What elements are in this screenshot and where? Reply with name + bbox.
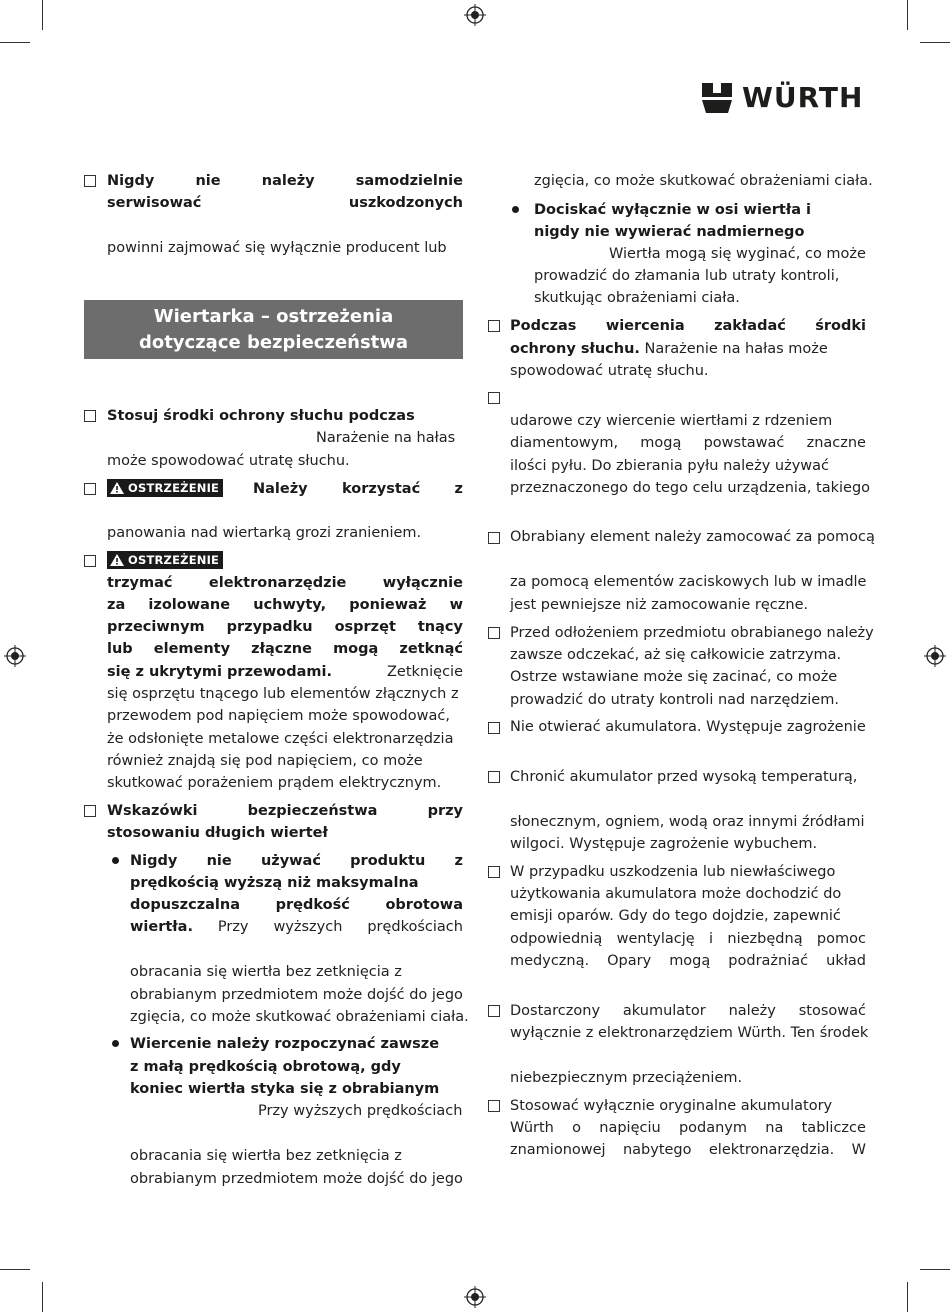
checkbox-icon — [488, 1100, 500, 1112]
text-line: Wiercenie należy rozpoczynać zawsze — [130, 1036, 440, 1052]
text-line: Przy wyższych prędkościach — [258, 1103, 463, 1119]
text-line: Dociskać wyłącznie w osi wiertła i — [534, 202, 812, 218]
checkbox-icon — [84, 483, 96, 495]
checkbox-icon — [84, 175, 96, 187]
text-line: W przypadku uszkodzenia lub niewłaściwego — [510, 864, 836, 880]
text-line: obracania się wiertła bez zetknięcia z — [130, 964, 402, 980]
warning-badge: OSTRZEŻENIE — [107, 479, 223, 497]
section-heading: Wiertarka – ostrzeżenia dotyczące bezpieczeństwa — [84, 300, 463, 359]
warning-badge: OSTRZEŻENIE — [107, 551, 223, 569]
text-line: wilgoci. Występuje zagrożenie wybuchem. — [510, 836, 818, 852]
warning-triangle-icon — [110, 482, 124, 494]
text-line: Należy korzystać z — [253, 481, 463, 497]
text-line: z małą prędkością obrotową, gdy — [130, 1059, 401, 1075]
registration-mark-icon — [464, 1286, 486, 1308]
text-line: koniec wiertła styka się z obrabianym — [130, 1081, 440, 1097]
text-line: przeznaczonego do tego celu urządzenia, takiego — [510, 480, 871, 496]
text-line: Podczas wiercenia zakładać środki — [510, 318, 866, 334]
text-line: odpowiednią wentylację i niezbędną pomoc — [510, 931, 866, 947]
checkbox-icon — [488, 392, 500, 404]
checkbox-icon — [84, 555, 96, 567]
text-line: Ostrze wstawiane może się zacinać, co może — [510, 669, 838, 685]
brand-name: WÜRTH — [742, 81, 864, 114]
text-line: Stosować wyłącznie oryginalne akumulatory — [510, 1098, 833, 1114]
checkbox-icon — [488, 1005, 500, 1017]
text-line: Würth o napięciu podanym na tabliczce — [510, 1120, 866, 1136]
text-line: że odsłonięte metalowe części elektronarzędzia — [107, 731, 454, 747]
text-line: Nigdy nie należy samodzielnie — [107, 173, 463, 189]
text-line: powinni zajmować się wyłącznie producent lub — [107, 240, 447, 256]
text-line: diamentowym, mogą powstawać znaczne — [510, 435, 866, 451]
wurth-logo-icon — [700, 81, 734, 115]
text-line: emisji oparów. Gdy do tego dojdzie, zapewnić — [510, 908, 841, 924]
registration-mark-icon — [4, 645, 26, 667]
text-line: Wskazówki bezpieczeństwa przy — [107, 803, 463, 819]
text-line: za izolowane uchwyty, ponieważ w — [107, 597, 463, 613]
text-line: serwisować uszkodzonych — [107, 195, 463, 211]
text-line: jest pewniejsze niż zamocowanie ręczne. — [510, 597, 809, 613]
crop-mark — [42, 0, 43, 30]
text-line: prowadzić do złamania lub utraty kontroli, — [534, 268, 840, 284]
text-line: zgięcia, co może skutkować obrażeniami ciała. — [130, 1009, 469, 1025]
crop-mark — [907, 0, 908, 30]
bullet-icon — [112, 857, 119, 864]
crop-mark — [920, 1269, 950, 1270]
text-line: również znajdą się pod napięciem, co może — [107, 753, 423, 769]
text-line: Narażenie na hałas — [316, 430, 456, 446]
checkbox-icon — [488, 771, 500, 783]
checkbox-icon — [488, 722, 500, 734]
crop-mark — [920, 42, 950, 43]
text-line: Dostarczony akumulator należy stosować — [510, 1003, 866, 1019]
text-line: zgięcia, co może skutkować obrażeniami ciała. — [534, 173, 873, 189]
checkbox-icon — [84, 410, 96, 422]
text-line: stosowaniu długich wierteł — [107, 825, 328, 841]
checkbox-icon — [488, 627, 500, 639]
text-line: panowania nad wiertarką grozi zranieniem. — [107, 525, 422, 541]
text-line: trzymać elektronarzędzie wyłącznie — [107, 575, 463, 591]
text-line: skutkować porażeniem prądem elektrycznym. — [107, 775, 442, 791]
text-line: obracania się wiertła bez zetknięcia z — [130, 1148, 402, 1164]
crop-mark — [0, 42, 30, 43]
text-line: Nigdy nie używać produktu z — [130, 853, 463, 869]
text-line: wyłącznie z elektronarzędziem Würth. Ten środek — [510, 1025, 869, 1041]
text-line: może spowodować utratę słuchu. — [107, 453, 350, 469]
text-line: Nie otwierać akumulatora. Występuje zagrożenie — [510, 719, 866, 735]
registration-mark-icon — [924, 645, 946, 667]
text-line: obrabianym przedmiotem może dojść do jego — [130, 987, 463, 1003]
text-line: spowodować utratę słuchu. — [510, 363, 709, 379]
checkbox-icon — [84, 805, 96, 817]
text-line: obrabianym przedmiotem może dojść do jego — [130, 1171, 463, 1187]
text-line: użytkowania akumulatora może dochodzić do — [510, 886, 842, 902]
text-line: dopuszczalna prędkość obrotowa — [130, 897, 463, 913]
crop-mark — [42, 1282, 43, 1312]
checkbox-icon — [488, 532, 500, 544]
text-line: skutkując obrażeniami ciała. — [534, 290, 740, 306]
text-line: znamionowej nabytego elektronarzędzia. W — [510, 1142, 866, 1158]
text-line: nigdy nie wywierać nadmiernego — [534, 224, 805, 240]
bullet-icon — [512, 206, 519, 213]
crop-mark — [907, 1282, 908, 1312]
text-line: Wiertła mogą się wyginać, co może — [609, 246, 866, 262]
text-line: medyczną. Opary mogą podrażniać układ — [510, 953, 866, 969]
text-line: ochrony słuchu. Narażenie na hałas może — [510, 341, 828, 357]
text-line: słonecznym, ogniem, wodą oraz innymi źródłami — [510, 814, 865, 830]
text-line: Obrabiany element należy zamocować za pomocą — [510, 529, 875, 545]
text-line: wiertła. Przy wyższych prędkościach — [130, 919, 463, 935]
text-line: Przed odłożeniem przedmiotu obrabianego należy — [510, 625, 874, 641]
text-line: udarowe czy wiercenie wiertłami z rdzeniem — [510, 413, 833, 429]
text-line: się z ukrytymi przewodami. Zetknięcie — [107, 664, 463, 680]
text-line: prędkością wyższą niż maksymalna — [130, 875, 419, 891]
text-line: Stosuj środki ochrony słuchu podczas — [107, 408, 415, 424]
text-line: prowadzić do utraty kontroli nad narzędziem. — [510, 692, 839, 708]
text-line: niebezpiecznym przeciążeniem. — [510, 1070, 743, 1086]
registration-mark-icon — [464, 4, 486, 26]
warning-triangle-icon — [110, 554, 124, 566]
text-line: Chronić akumulator przed wysoką temperaturą, — [510, 769, 858, 785]
checkbox-icon — [488, 866, 500, 878]
text-line: ilości pyłu. Do zbierania pyłu należy używać — [510, 458, 830, 474]
brand-logo — [700, 80, 863, 116]
text-line: przeciwnym przypadku osprzęt tnący — [107, 619, 463, 635]
checkbox-icon — [488, 320, 500, 332]
text-line: zawsze odczekać, aż się całkowicie zatrzyma. — [510, 647, 842, 663]
crop-mark — [0, 1269, 30, 1270]
bullet-icon — [112, 1040, 119, 1047]
text-line: za pomocą elementów zaciskowych lub w imadle — [510, 574, 867, 590]
text-line: się osprzętu tnącego lub elementów złącznych z — [107, 686, 459, 702]
text-line: lub elementy złączne mogą zetknąć — [107, 641, 463, 657]
text-line: przewodem pod napięciem może spowodować, — [107, 708, 450, 724]
